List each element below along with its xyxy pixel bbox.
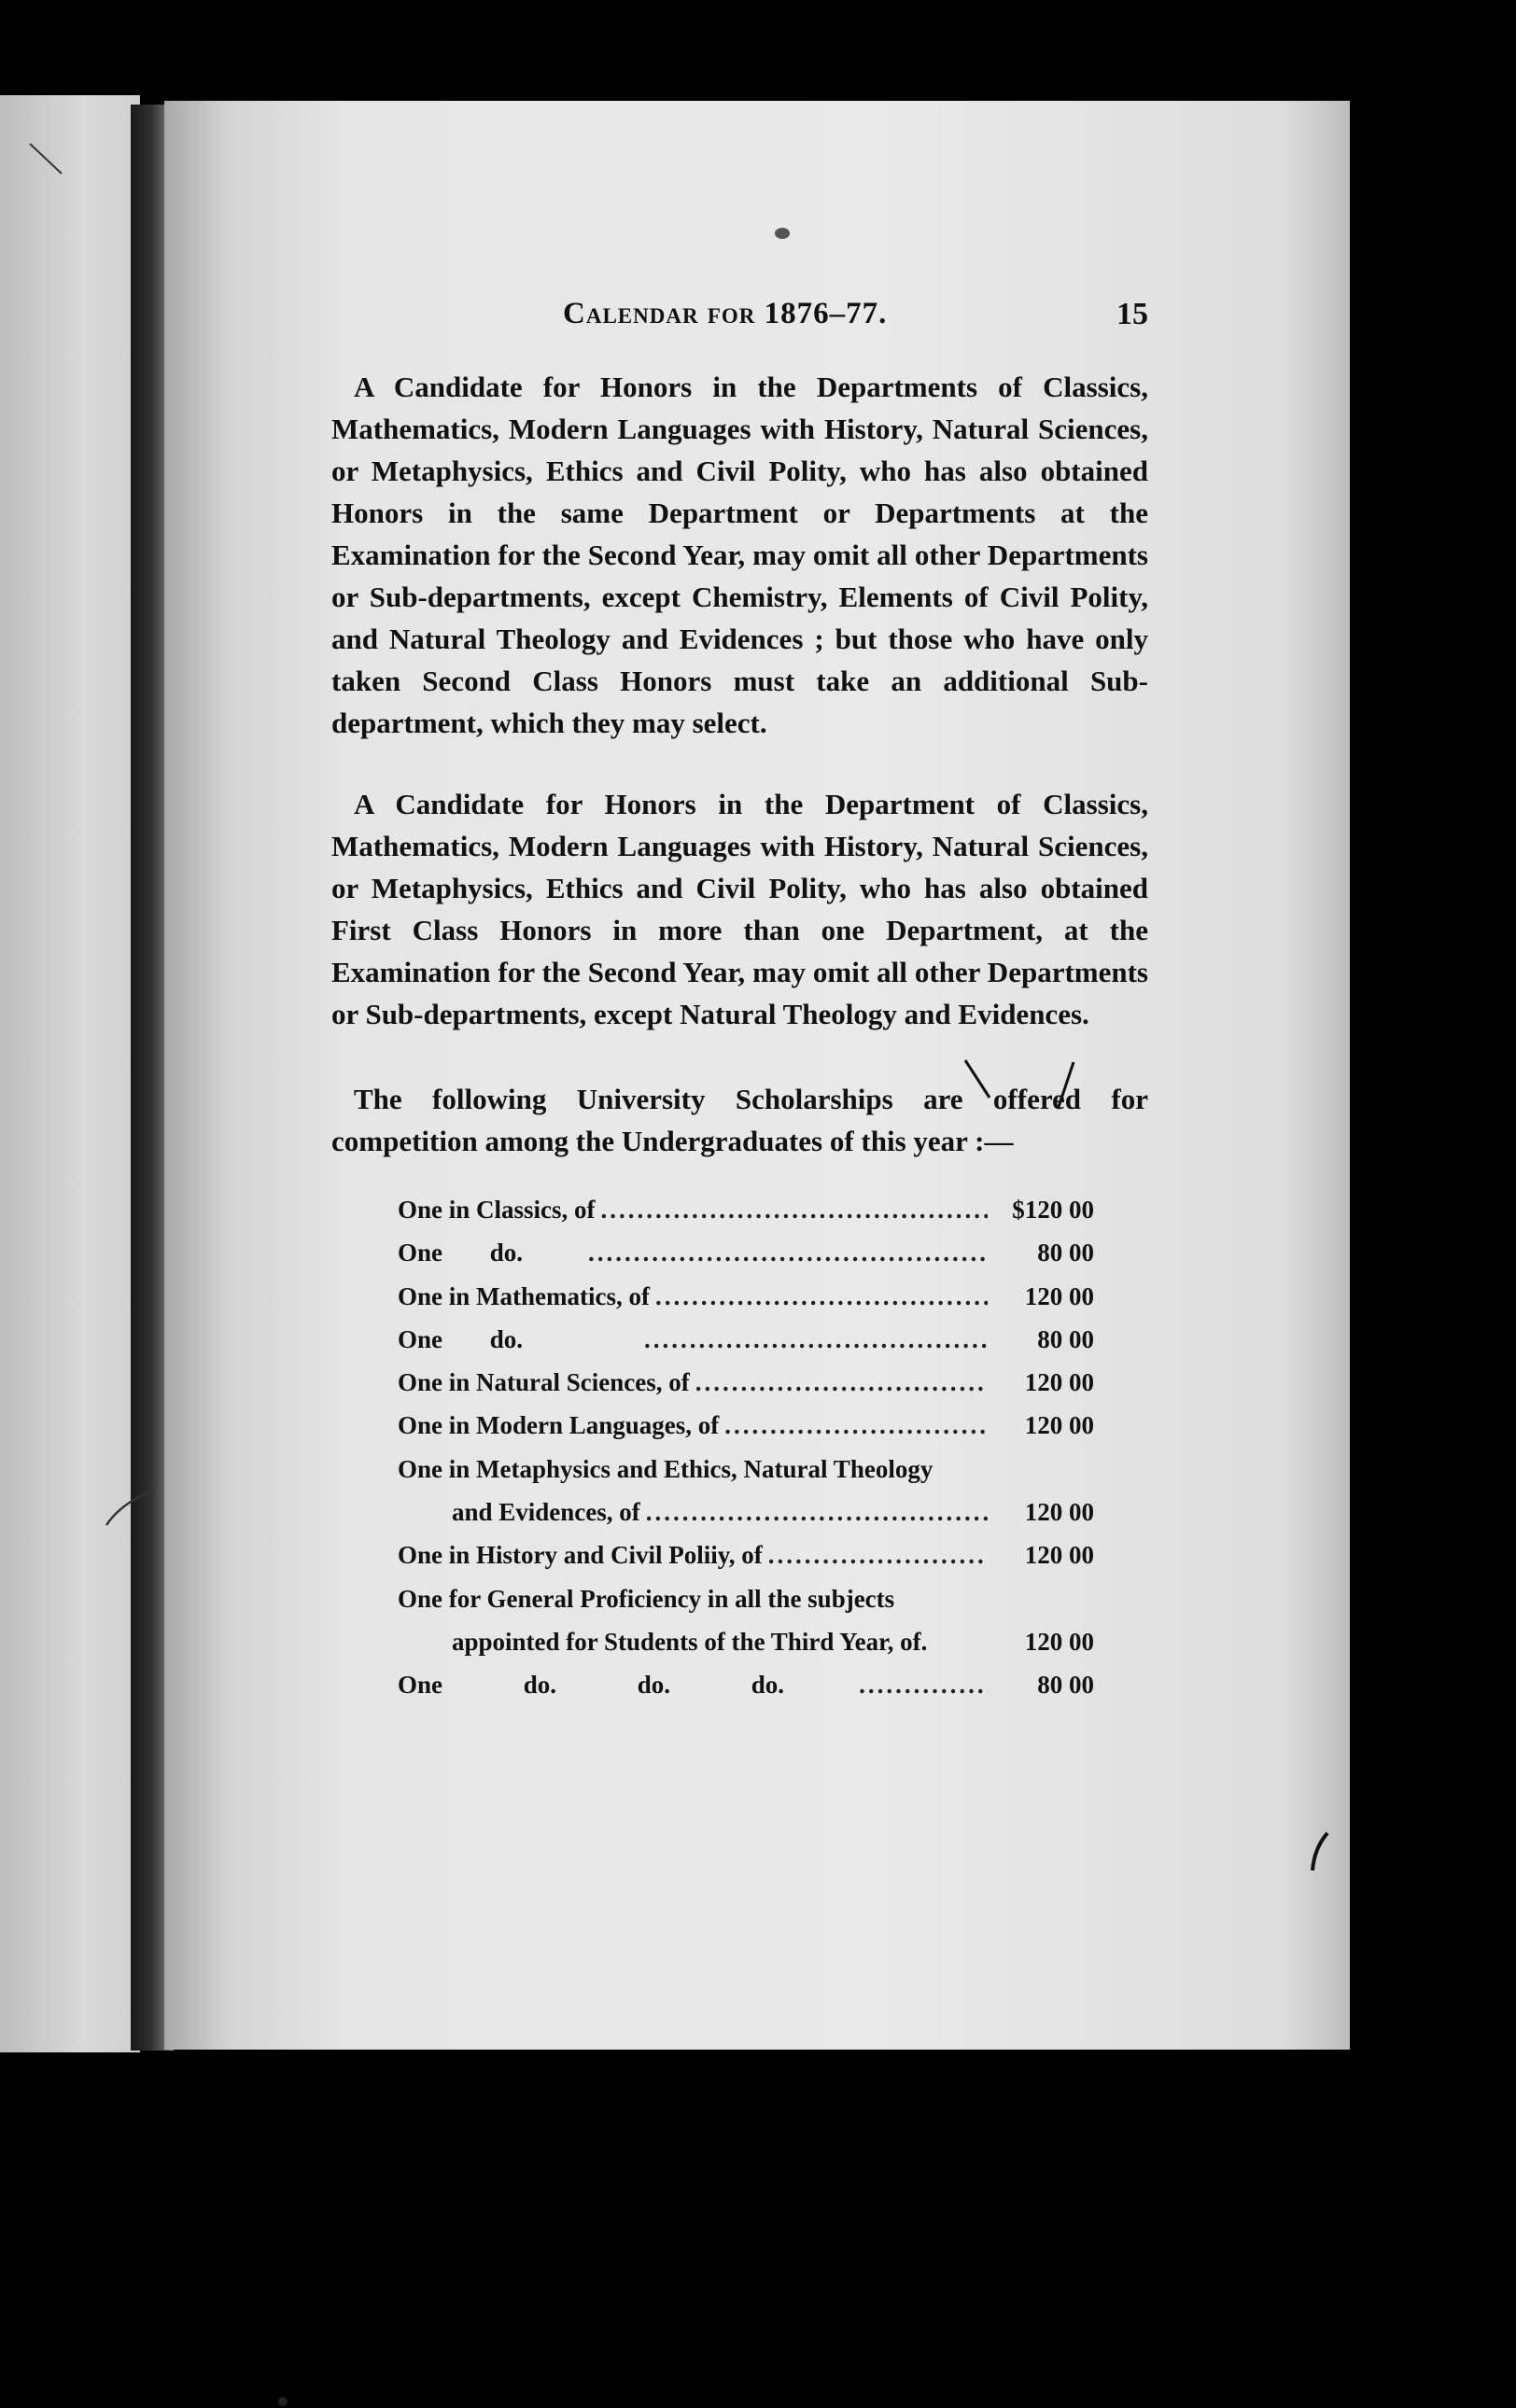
scholarship-amount: 80 00 — [1037, 1671, 1094, 1700]
scholarship-row — [398, 1455, 1094, 1498]
scholarship-label: One in Metaphysics and Ethics, Natural Theology — [398, 1454, 933, 1483]
scholarship-row — [398, 1282, 1094, 1325]
scholarship-row — [398, 1196, 1094, 1239]
pencil-mark-left-lower — [103, 1484, 159, 1531]
scholarship-label: One in History and Civil Poliiy, of — [398, 1541, 763, 1570]
scholarship-amount: 120 00 — [1024, 1627, 1094, 1656]
page-text-block — [331, 297, 1148, 1715]
page-number: 15 — [1116, 297, 1148, 331]
scholarship-label: One for General Proficiency in all the subjects — [398, 1584, 895, 1613]
scholarship-label: One do. do. do. — [398, 1671, 785, 1700]
paragraph-scholarships-intro: The following University Scholarships are offered for competition among the Undergraduates of this year :— — [331, 1083, 1148, 1157]
leader-dots — [646, 1498, 988, 1527]
scholarship-amount: 120 00 — [1024, 1411, 1094, 1440]
scholarship-amount: $120 00 — [1012, 1196, 1094, 1224]
scholarship-row — [398, 1411, 1094, 1454]
running-head — [331, 297, 1148, 343]
scholarship-row — [398, 1239, 1094, 1281]
scholarship-label: One in Natural Sciences, of — [398, 1368, 690, 1397]
ink-speck-bottom — [276, 2395, 289, 2408]
left-page-edge — [0, 95, 140, 2052]
scholarship-row — [398, 1498, 1094, 1541]
scholarship-row — [398, 1325, 1094, 1368]
scholarship-amount: 120 00 — [1024, 1281, 1094, 1310]
pencil-mark-left — [28, 140, 65, 177]
leader-dots — [724, 1411, 988, 1440]
leader-dots — [695, 1368, 988, 1397]
running-head-title: Calendar for 1876–77. — [563, 297, 888, 330]
scholarship-amount: 80 00 — [1037, 1324, 1094, 1353]
scholarship-amount: 120 00 — [1024, 1541, 1094, 1570]
scholarship-row — [398, 1541, 1094, 1584]
scholarship-label: One in Modern Languages, of — [398, 1411, 720, 1440]
scholarship-row — [398, 1671, 1094, 1714]
scholarship-label: appointed for Students of the Third Year, of. — [452, 1627, 928, 1656]
paragraph-honors-departments: A Candidate for Honors in the Departments of Classics, Mathematics, Modern Languages with History, Natural Sciences, or Metaphysics, Ethics and Civil Polity, who has also obtained Honors in the same Department or Departments at the Examination for the Second Year, may omit all other Departments or Sub-departments, except Chemistry, Elements of Civil Polity, and Natural Theology and Evidences ; but those who have only taken Second Class Honors must take an additional Sub-department, which they may select. — [331, 371, 1148, 739]
leader-dots — [655, 1282, 988, 1311]
leader-dots — [768, 1541, 988, 1570]
leader-dots — [588, 1239, 988, 1267]
paragraph-first-class-honors: A Candidate for Honors in the Department of Classics, Mathematics, Modern Languages with History, Natural Sciences, or Metaphysics, Ethics and Civil Polity, who has also obtained First Class Honors in more than one Department, at the Examination for the Second Year, may omit all other Departments or Sub-departments, except Natural Theology and Evidences. — [331, 788, 1148, 1030]
scholarship-amount: 80 00 — [1037, 1239, 1094, 1267]
scholarship-label: One in Classics, of — [398, 1196, 596, 1224]
scholarship-label: and Evidences, of — [452, 1498, 640, 1527]
ink-speck — [773, 226, 792, 241]
leader-dots — [859, 1671, 988, 1700]
scholarship-list — [398, 1196, 1094, 1715]
scholarship-row — [398, 1368, 1094, 1411]
scholarship-amount: 120 00 — [1024, 1498, 1094, 1527]
pencil-mark-right-edge — [1307, 1829, 1335, 1876]
leader-dots — [601, 1196, 988, 1225]
scholarship-label: One in Mathematics, of — [398, 1281, 650, 1310]
scholarship-label: One do. — [398, 1324, 524, 1353]
leader-dots — [644, 1325, 988, 1354]
scholarship-amount: 120 00 — [1024, 1368, 1094, 1397]
scholarship-row — [398, 1585, 1094, 1628]
scholarship-row — [398, 1628, 1094, 1671]
scholarship-label: One do. — [398, 1239, 524, 1267]
